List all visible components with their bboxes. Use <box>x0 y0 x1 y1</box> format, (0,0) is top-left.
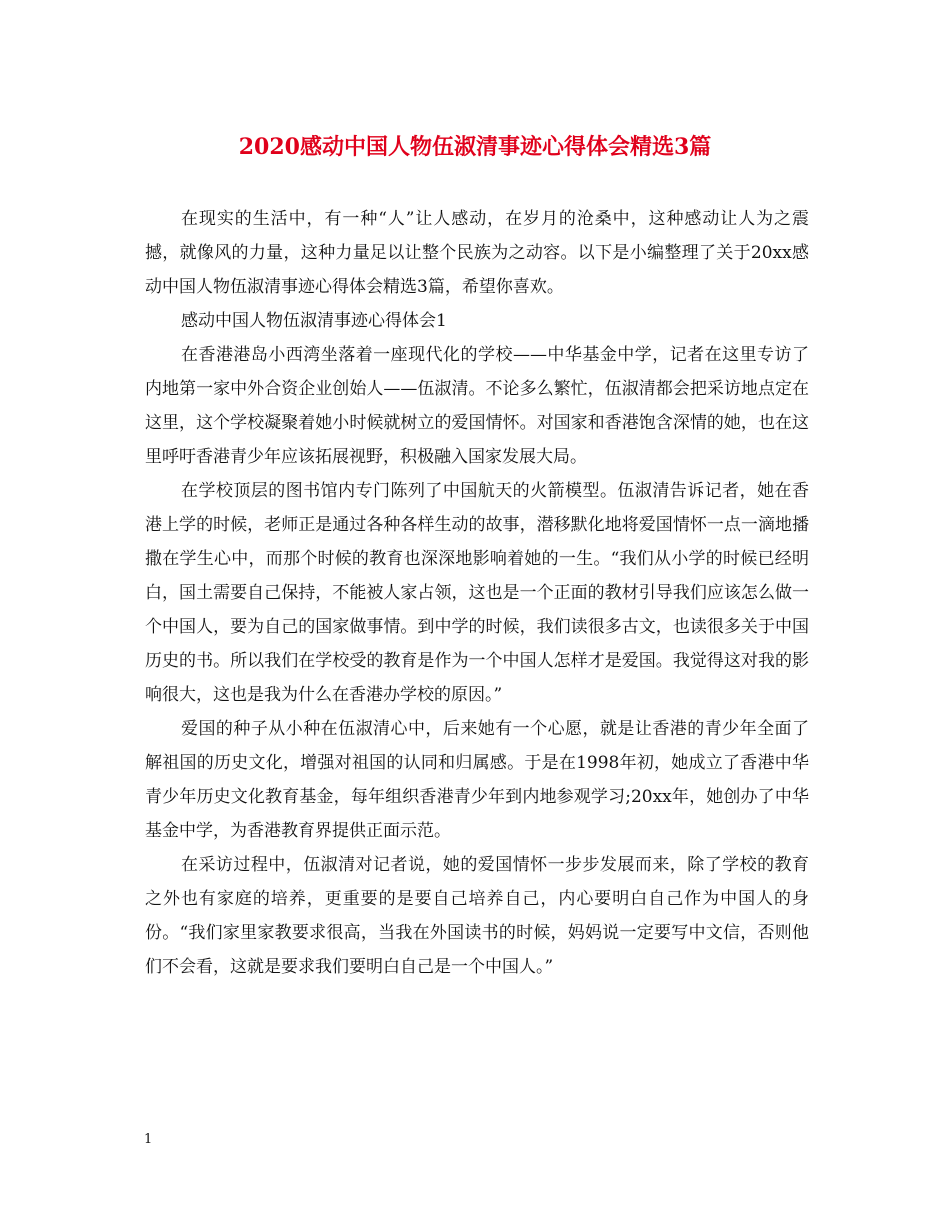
document-body <box>145 202 809 984</box>
document-title: 2020感动中国人物伍淑清事迹心得体会精选3篇 <box>238 134 712 160</box>
page-number: 1 <box>144 1132 153 1147</box>
body-paragraph: 在采访过程中，伍淑清对记者说，她的爱国情怀一步步发展而来，除了学校的教育之外也有家庭的培养，更重要的是要自己培养自己，内心要明白自己作为中国人的身份。“我们家里家教要求很高，当我在外国读书的时候，妈妈说一定要写中文信，否则他们不会看，这就是要求我们要明白自己是一个中国人。” <box>145 855 809 977</box>
body-paragraph: 爱国的种子从小种在伍淑清心中，后来她有一个心愿，就是让香港的青少年全面了解祖国的历史文化，增强对祖国的认同和归属感。于是在1998年初，她成立了香港中华青少年历史文化教育基金，每年组织香港青少年到内地参观学习;20xx年，她创办了中华基金中学，为香港教育界提供正面示范。 <box>145 719 809 841</box>
intro-paragraph: 在现实的生活中，有一种“人”让人感动，在岁月的沧桑中，这种感动让人为之震撼，就像风的力量，这种力量足以让整个民族为之动容。以下是小编整理了关于20xx感动中国人物伍淑清事迹心得体会精选3篇，希望你喜欢。 <box>145 209 809 297</box>
body-paragraph: 在香港港岛小西湾坐落着一座现代化的学校——中华基金中学，记者在这里专访了内地第一家中外合资企业创始人——伍淑清。不论多么繁忙，伍淑清都会把采访地点定在这里，这个学校凝聚着她小时候就树立的爱国情怀。对国家和香港饱含深情的她，也在这里呼吁香港青少年应该拓展视野，积极融入国家发展大局。 <box>145 345 809 467</box>
body-paragraph: 在学校顶层的图书馆内专门陈列了中国航天的火箭模型。伍淑清告诉记者，她在香港上学的时候，老师正是通过各种各样生动的故事，潜移默化地将爱国情怀一点一滴地播撒在学生心中，而那个时候的教育也深深地影响着她的一生。“我们从小学的时候已经明白，国土需要自己保持，不能被人家占领，这也是一个正面的教材引导我们应该怎么做一个中国人，要为自己的国家做事情。到中学的时候，我们读很多古文，也读很多关于中国历史的书。所以我们在学校受的教育是作为一个中国人怎样才是爱国。我觉得这对我的影响很大，这也是我为什么在香港办学校的原因。” <box>145 481 809 705</box>
section-heading: 感动中国人物伍淑清事迹心得体会1 <box>181 311 447 331</box>
